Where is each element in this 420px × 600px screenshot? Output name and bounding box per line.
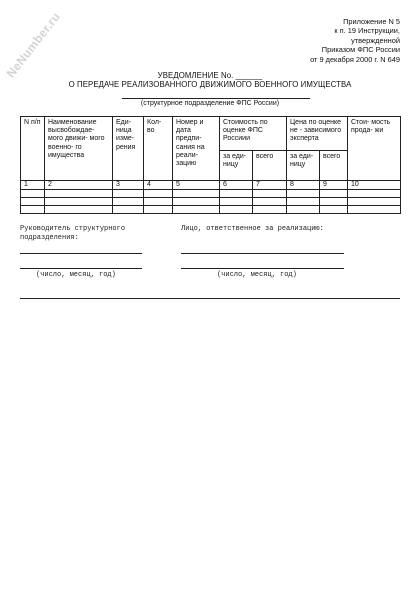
head-date-line[interactable] xyxy=(20,268,142,269)
column-number-row xyxy=(21,181,401,190)
appendix-line: к п. 19 Инструкции, xyxy=(334,26,400,36)
header-quantity: Кол- во xyxy=(144,117,173,181)
header-sale-value: Стои- мость прода- жи xyxy=(348,117,401,181)
appendix-line: от 9 декабря 2000 г. N 649 xyxy=(310,54,400,64)
column-number: 5 xyxy=(173,181,220,190)
document-title-number: УВЕДОМЛЕНИЕ No. ______ xyxy=(157,71,263,80)
table-cell[interactable] xyxy=(220,206,253,214)
header-expert-per-unit: за еди- ницу xyxy=(287,151,320,181)
head-label-line: Руководитель структурного xyxy=(20,225,126,233)
table-cell[interactable] xyxy=(253,190,287,198)
table-cell[interactable] xyxy=(113,198,144,206)
table-cell[interactable] xyxy=(320,190,348,198)
column-number: 8 xyxy=(287,181,320,190)
table-cell[interactable] xyxy=(320,206,348,214)
column-number: 6 xyxy=(220,181,253,190)
column-number: 1 xyxy=(21,181,45,190)
column-number: 7 xyxy=(253,181,287,190)
table-row xyxy=(21,206,401,214)
header-name: Наименование высвобождае- мого движи- мого военно- го имущества xyxy=(45,117,113,181)
responsible-date-caption: (число, месяц, год) xyxy=(217,271,297,279)
table-cell[interactable] xyxy=(113,190,144,198)
table-cell[interactable] xyxy=(253,198,287,206)
table-cell[interactable] xyxy=(348,206,401,214)
table-cell[interactable] xyxy=(144,206,173,214)
table-row xyxy=(21,190,401,198)
header-expert-total: всего xyxy=(320,151,348,181)
appendix-line: Приложение N 5 xyxy=(343,17,400,26)
inventory-table xyxy=(20,116,401,214)
responsible-person-label: Лицо, ответственное за реализацию: xyxy=(181,225,324,233)
header-unit: Еди- ница изме- рения xyxy=(113,117,144,181)
appendix-line: Приказом ФПС России xyxy=(321,45,400,55)
table-cell[interactable] xyxy=(320,198,348,206)
table-cell[interactable] xyxy=(21,206,45,214)
table-cell[interactable] xyxy=(144,190,173,198)
header-fps-total: всего xyxy=(253,151,287,181)
header-num: N п/п xyxy=(21,117,45,181)
head-label-line: подразделения: xyxy=(20,234,79,242)
head-date-caption: (число, месяц, год) xyxy=(36,271,116,279)
column-number: 3 xyxy=(113,181,144,190)
table-cell[interactable] xyxy=(173,206,220,214)
header-order: Номер и дата предпи- сания на реали- зацию xyxy=(173,117,220,181)
responsible-signature-line[interactable] xyxy=(181,253,344,254)
subdivision-caption: (структурное подразделение ФПС России) xyxy=(140,100,280,107)
table-cell[interactable] xyxy=(173,190,220,198)
responsible-date-line[interactable] xyxy=(181,268,344,269)
table-cell[interactable] xyxy=(21,198,45,206)
head-signature-line[interactable] xyxy=(20,253,142,254)
table-cell[interactable] xyxy=(45,190,113,198)
header-fps-per-unit: за еди- ницу xyxy=(220,151,253,181)
watermark-text: NeNumber.ru xyxy=(3,9,64,81)
table-cell[interactable] xyxy=(21,190,45,198)
table-cell[interactable] xyxy=(253,206,287,214)
bottom-divider xyxy=(20,298,400,299)
table-row xyxy=(21,198,401,206)
subdivision-line xyxy=(122,98,310,99)
head-of-subdivision-label xyxy=(20,225,125,243)
appendix-line: утвержденной xyxy=(351,35,400,45)
table-cell[interactable] xyxy=(287,190,320,198)
table-cell[interactable] xyxy=(173,198,220,206)
header-expert-price: Цена по оценке не - зависимого эксперта xyxy=(287,117,348,151)
table-cell[interactable] xyxy=(144,198,173,206)
column-number: 10 xyxy=(348,181,401,190)
table-cell[interactable] xyxy=(113,206,144,214)
column-number: 9 xyxy=(320,181,348,190)
table-cell[interactable] xyxy=(220,198,253,206)
appendix-reference xyxy=(200,17,400,64)
table-cell[interactable] xyxy=(348,190,401,198)
table-cell[interactable] xyxy=(287,206,320,214)
table-cell[interactable] xyxy=(287,198,320,206)
table-cell[interactable] xyxy=(220,190,253,198)
table-cell[interactable] xyxy=(45,206,113,214)
table-cell[interactable] xyxy=(348,198,401,206)
header-fps-value: Стоимость по оценке ФПС Россиии xyxy=(220,117,287,151)
column-number: 2 xyxy=(45,181,113,190)
column-number: 4 xyxy=(144,181,173,190)
table-cell[interactable] xyxy=(45,198,113,206)
document-title: О ПЕРЕДАЧЕ РЕАЛИЗОВАННОГО ДВИЖИМОГО ВОЕННОГО ИМУЩЕСТВА xyxy=(68,80,352,89)
